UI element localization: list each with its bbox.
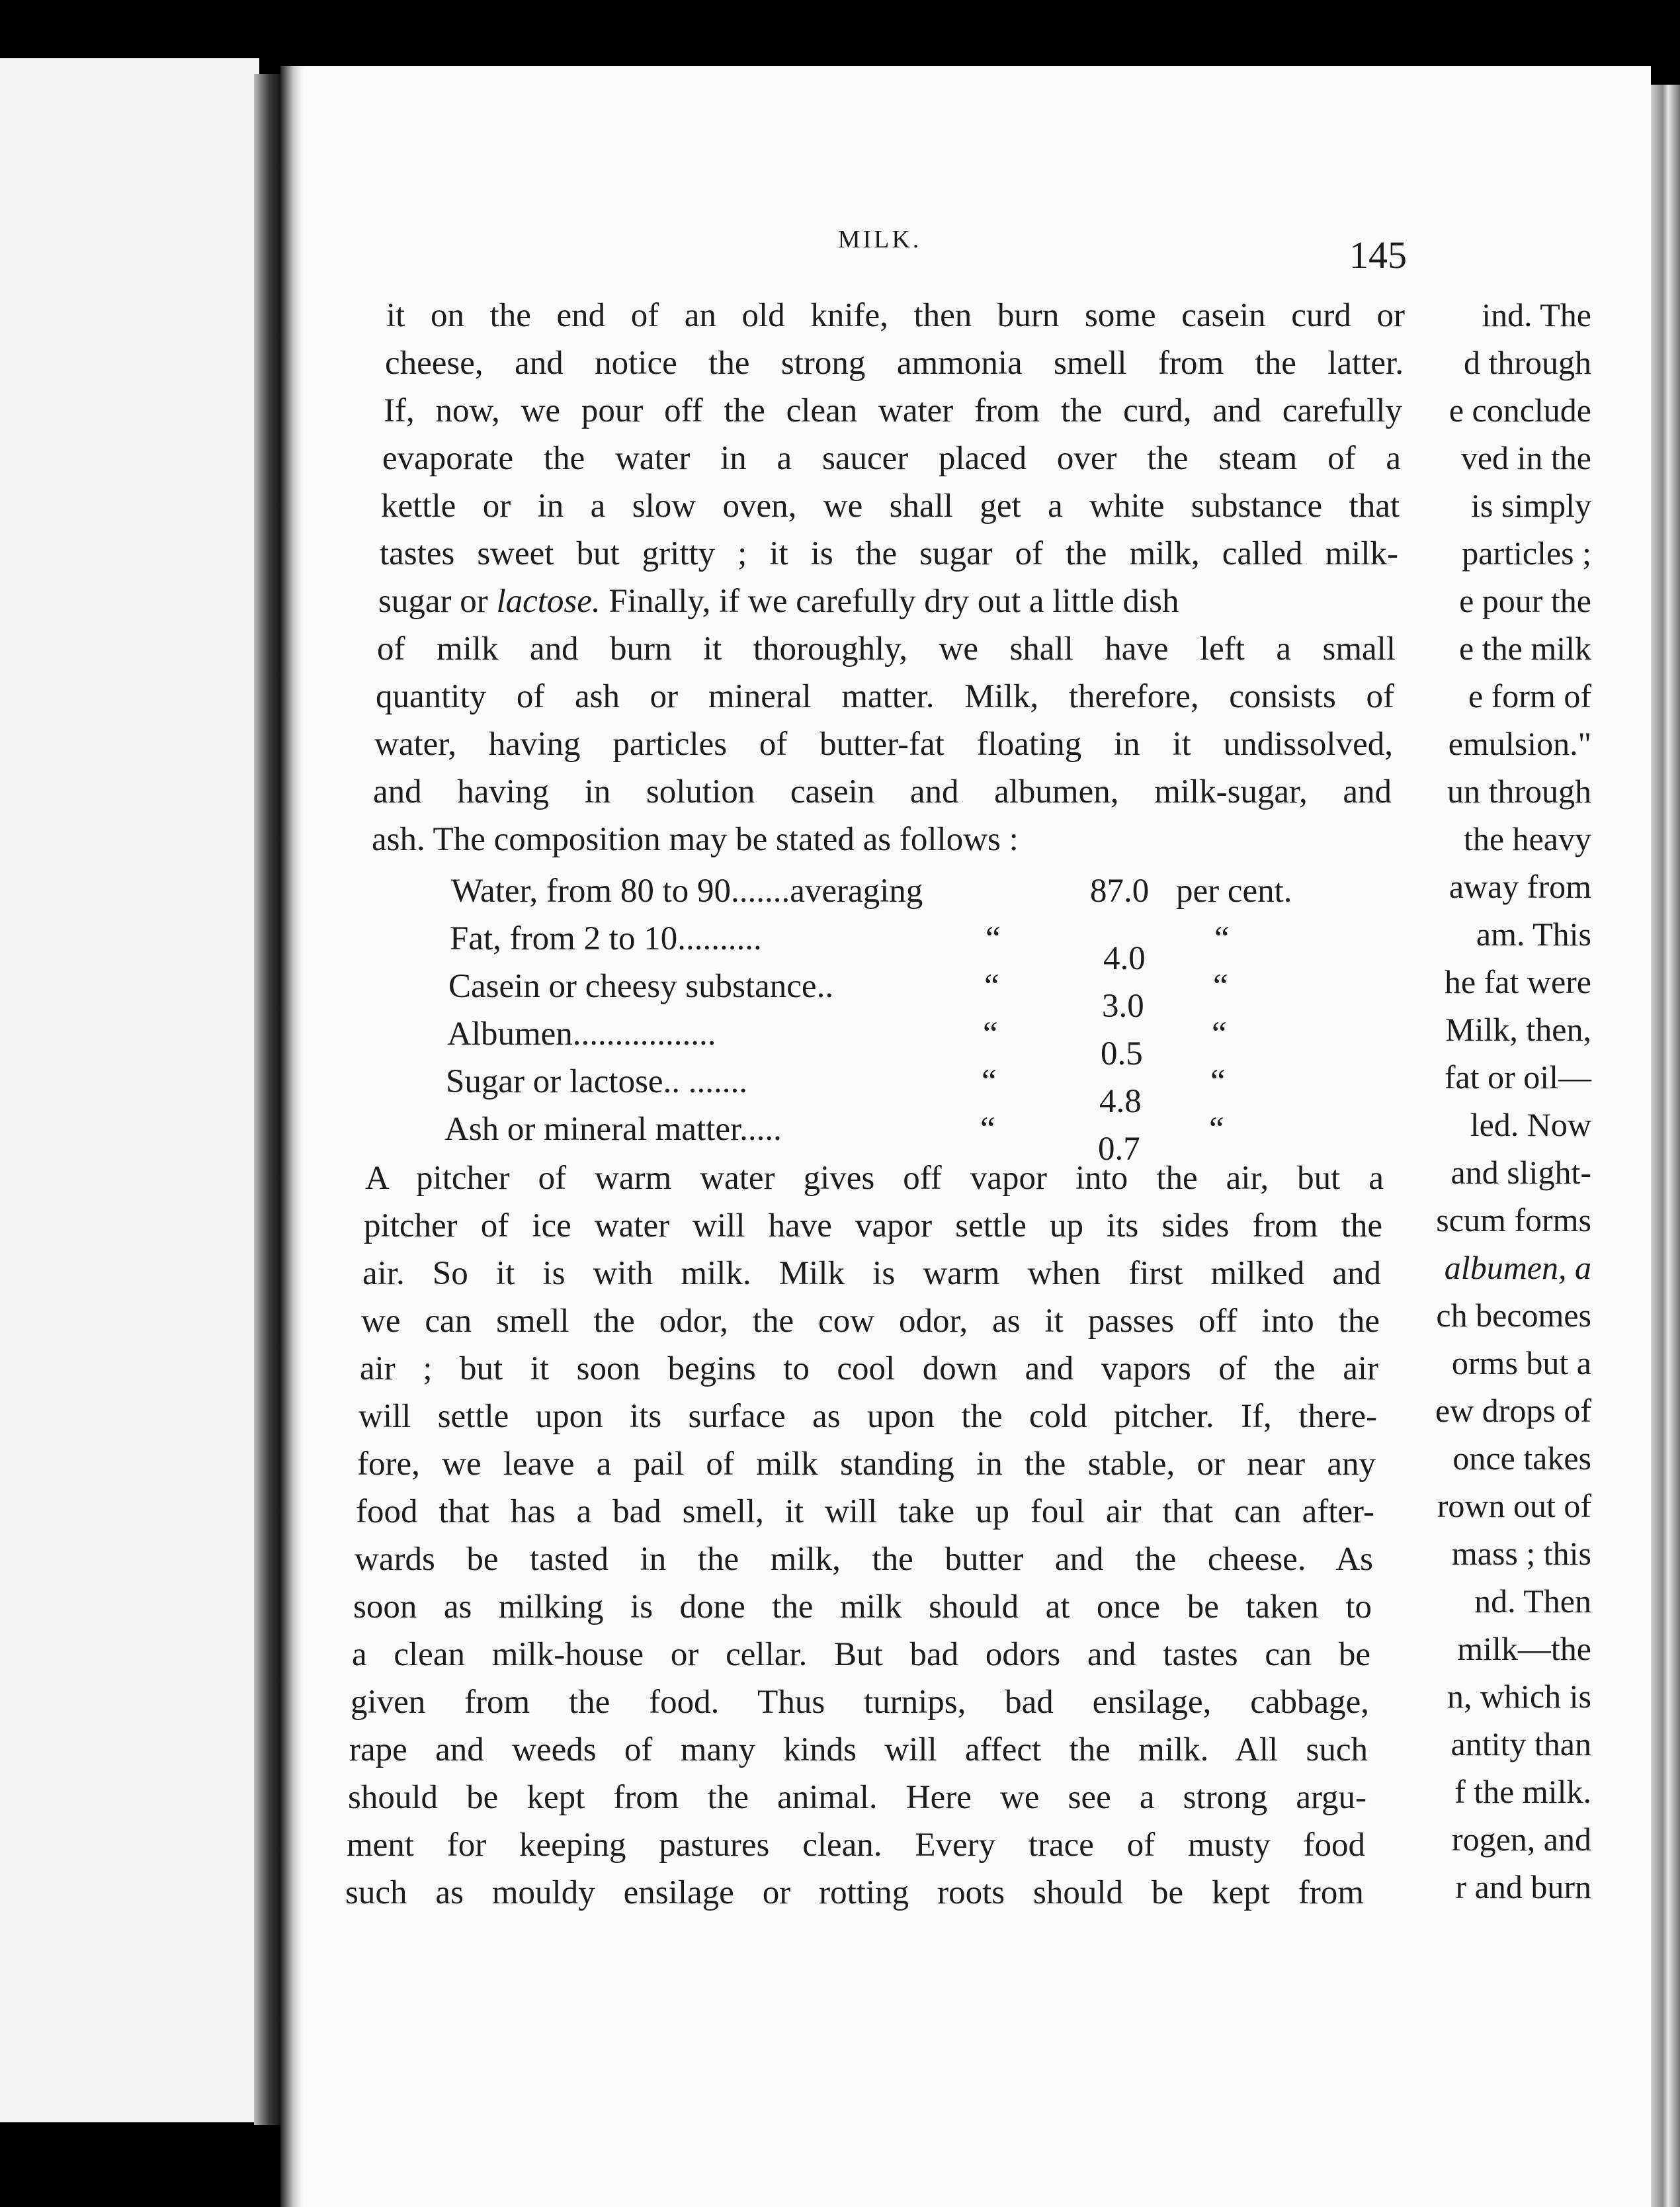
text-line: If, now, we pour off the clean water from the curd, and carefully — [384, 392, 1402, 429]
table-value: 3.0 — [1102, 988, 1144, 1025]
table-unit: “ — [1212, 1016, 1227, 1053]
text-line: cheese, and notice the strong ammonia smell from the latter. — [385, 345, 1404, 382]
text-line: given from the food. Thus turnips, bad ensilage, cabbage, — [351, 1684, 1369, 1721]
text-line: evaporate the water in a saucer placed over the steam of a — [382, 440, 1401, 477]
table-label: Albumen................. — [447, 1016, 716, 1053]
table-ditto: “ — [980, 1111, 995, 1148]
table-unit: per cent. — [1176, 873, 1292, 910]
left-line: ch becomes — [1436, 1297, 1591, 1334]
text-line: air. So it is with milk. Milk is warm when first milked and — [362, 1255, 1381, 1292]
table-ditto: “ — [982, 1063, 997, 1100]
left-line: nd. Then — [1474, 1582, 1591, 1620]
text-line: water, having particles of butter-fat floating in it undissolved, — [374, 726, 1393, 763]
text-line: A pitcher of warm water gives off vapor into the air, but a — [365, 1160, 1384, 1197]
left-line: orms but a — [1451, 1344, 1591, 1381]
left-line: rogen, and — [1451, 1821, 1591, 1858]
left-line: particles ; — [1462, 535, 1591, 572]
left-line: d through — [1463, 344, 1591, 381]
table-label: Fat, from 2 to 10.......... — [450, 920, 762, 957]
text-line: such as mouldy ensilage or rotting roots should be kept from — [345, 1874, 1364, 1911]
left-line: antity than — [1450, 1725, 1591, 1762]
left-line: r and burn — [1455, 1868, 1591, 1905]
table-label: Ash or mineral matter..... — [444, 1111, 782, 1148]
left-line: e pour the — [1459, 582, 1591, 619]
left-line: fat or oil— — [1444, 1059, 1591, 1096]
text-line: quantity of ash or mineral matter. Milk, therefore, consists of — [376, 678, 1394, 715]
left-line: scum forms — [1436, 1201, 1591, 1238]
left-line: led. Now — [1470, 1106, 1591, 1143]
table-value: 0.7 — [1098, 1131, 1140, 1168]
table-ditto: “ — [984, 968, 999, 1005]
text-line: kettle or in a slow oven, we shall get a white substance that — [381, 488, 1400, 525]
text-line: fore, we leave a pail of milk standing in the stable, or near any — [357, 1446, 1376, 1483]
left-line: am. This — [1476, 916, 1591, 953]
left-line: mass ; this — [1451, 1535, 1591, 1572]
table-ditto: “ — [983, 1016, 998, 1053]
table-value: 0.5 — [1101, 1035, 1143, 1072]
text-line: we can smell the odor, the cow odor, as it passes off into the — [361, 1303, 1380, 1340]
text-line: wards be tasted in the milk, the butter and the cheese. As — [355, 1541, 1373, 1578]
left-line: un through — [1447, 773, 1591, 810]
table-value: 4.8 — [1099, 1083, 1142, 1120]
left-line: n, which is — [1447, 1678, 1591, 1715]
text-line: rape and weeds of many kinds will affect the milk. All such — [349, 1731, 1368, 1768]
left-line: albumen, a — [1444, 1249, 1591, 1286]
left-line: Milk, then, — [1445, 1011, 1591, 1048]
table-label: Water, from 80 to 90.......averaging — [451, 873, 923, 910]
text-line: tastes sweet but gritty ; it is the sugar of the milk, called milk- — [380, 535, 1398, 572]
table-unit: “ — [1209, 1111, 1224, 1148]
table-unit: “ — [1210, 1063, 1226, 1100]
page-number: 145 — [1349, 234, 1407, 277]
table-unit: “ — [1214, 920, 1230, 957]
italic-term: lactose. — [496, 583, 601, 620]
table-label: Casein or cheesy substance.. — [448, 968, 834, 1005]
text-line: a clean milk-house or cellar. But bad odors and tastes can be — [352, 1636, 1370, 1673]
text-line: food that has a bad smell, it will take up foul air that can after- — [356, 1493, 1374, 1530]
left-line: e form of — [1468, 677, 1591, 714]
text-segment: Finally, if we carefully dry out a little dish — [600, 583, 1179, 620]
text-segment: sugar or — [378, 583, 497, 620]
left-line: milk—the — [1457, 1630, 1591, 1667]
text-line — [378, 582, 1397, 621]
left-line: he fat were — [1444, 963, 1591, 1000]
text-line: and having in solution casein and albumen, milk-sugar, and — [373, 773, 1392, 810]
left-line: e conclude — [1449, 392, 1591, 429]
running-head: MILK. — [837, 226, 922, 253]
left-line: ew drops of — [1435, 1392, 1591, 1429]
left-line: rown out of — [1437, 1487, 1591, 1524]
text-line: pitcher of ice water will have vapor settle up its sides from the — [364, 1207, 1382, 1244]
left-line: is simply — [1471, 487, 1591, 524]
left-line: the heavy — [1464, 820, 1591, 857]
table-value: 4.0 — [1103, 940, 1146, 977]
text-line: air ; but it soon begins to cool down and vapors of the air — [360, 1350, 1378, 1387]
text-line: it on the end of an old knife, then burn some casein curd or — [386, 297, 1405, 334]
left-line: once takes — [1452, 1440, 1591, 1477]
page-edges — [1651, 85, 1680, 2207]
left-line: and slight- — [1450, 1154, 1591, 1191]
table-label: Sugar or lactose.. ....... — [446, 1063, 748, 1100]
text-line: ash. The composition may be stated as follows : — [372, 821, 1019, 858]
left-line: ind. The — [1482, 296, 1591, 333]
text-line: of milk and burn it thoroughly, we shall have left a small — [377, 630, 1396, 668]
text-line: will settle upon its surface as upon the cold pitcher. If, there- — [358, 1398, 1377, 1435]
text-line: soon as milking is done the milk should at once be taken to — [353, 1588, 1372, 1625]
left-line: e the milk — [1459, 630, 1591, 667]
left-line: ved in the — [1460, 439, 1591, 476]
left-line: emulsion." — [1448, 725, 1591, 762]
table-ditto: “ — [986, 920, 1001, 957]
table-value: 87.0 — [1090, 873, 1150, 910]
left-line: away from — [1449, 868, 1591, 905]
text-line: ment for keeping pastures clean. Every trace of musty food — [347, 1827, 1365, 1864]
text-line: should be kept from the animal. Here we see a strong argu- — [348, 1779, 1366, 1816]
left-line: f the milk. — [1454, 1773, 1591, 1810]
table-unit: “ — [1213, 968, 1228, 1005]
